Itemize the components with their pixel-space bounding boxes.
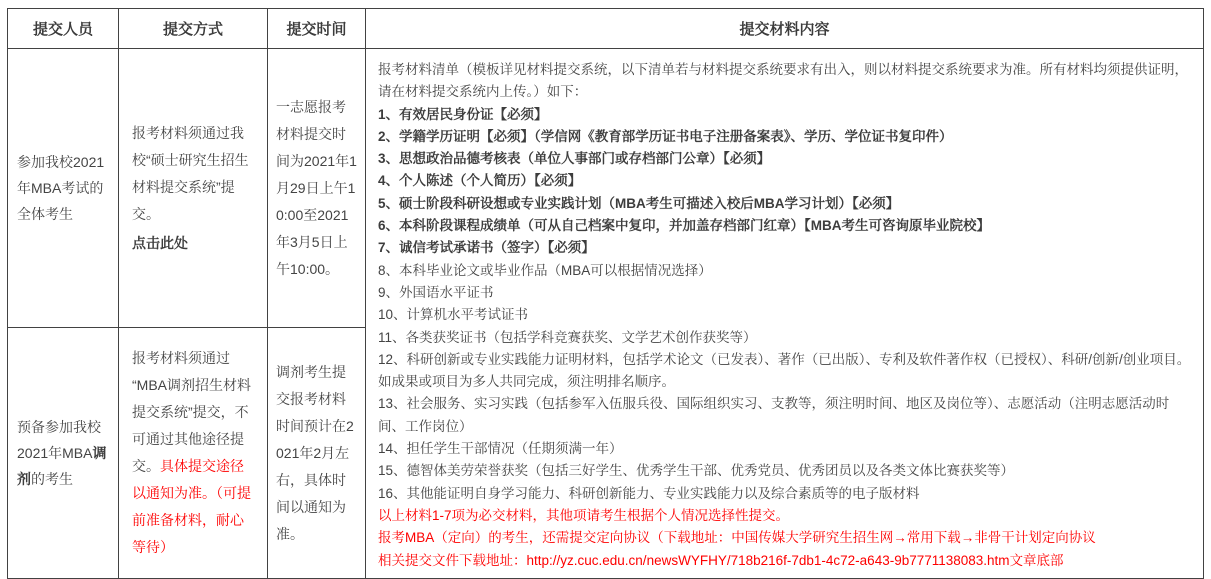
material-item-12: 12、科研创新或专业实践能力证明材料，包括学术论文（已发表）、著作（已出版）、专利及软件著作权（已授权）、科研/创新/创业项目。如成果或项目为多人共同完成，须注明排名顺序。 xyxy=(378,351,1191,390)
note-required-items: 以上材料1-7项为必交材料，其他项请考生根据个人情况选择性提交。 xyxy=(378,507,790,523)
cell-method-first-choice xyxy=(119,49,268,328)
note-directed-agreement: 报考MBA（定向）的考生，还需提交定向协议（下载地址：中国传媒大学研究生招生网→常用下载→非骨干计划定向协议 xyxy=(378,530,1096,546)
header-materials: 提交材料内容 xyxy=(366,9,1204,49)
material-item-3: 3、思想政治品德考核表（单位人事部门或存档部门公章）【必须】 xyxy=(378,151,771,167)
table-row xyxy=(8,49,1204,328)
material-item-2: 2、学籍学历证明【必须】（学信网《教育部学历证书电子注册备案表》、学历、学位证书复印件） xyxy=(378,128,953,144)
header-who: 提交人员 xyxy=(8,9,119,49)
material-item-1: 1、有效居民身份证【必须】 xyxy=(378,106,548,122)
material-item-5: 5、硕士阶段科研设想或专业实践计划（MBA考生可描述入校后MBA学习计划）【必须】 xyxy=(378,195,900,211)
material-item-9: 9、外国语水平证书 xyxy=(378,284,494,300)
header-method: 提交方式 xyxy=(119,9,268,49)
note-download-address xyxy=(378,550,1191,572)
who-adjustment-prefix: 预备参加我校2021年MBA xyxy=(17,419,101,462)
download-address-suffix: 文章底部 xyxy=(1009,552,1064,568)
cell-method-adjustment xyxy=(119,328,268,579)
who-adjustment-suffix: 的考生 xyxy=(31,471,73,488)
cell-materials-content xyxy=(366,49,1204,579)
cell-time-first-choice xyxy=(268,49,366,328)
material-item-16: 16、其他能证明自身学习能力、科研创新能力、专业实践能力以及综合素质等的电子版材料 xyxy=(378,485,920,501)
material-item-13: 13、社会服务、实习实践（包括参军入伍服兵役、国际组织实习、支教等，须注明时间、地区及岗位等）、志愿活动（注明志愿活动时间、工作岗位） xyxy=(378,396,1170,434)
material-item-8: 8、本科毕业论文或毕业作品（MBA可以根据情况选择） xyxy=(378,262,712,278)
material-item-4: 4、个人陈述（个人简历）【必须】 xyxy=(378,173,582,189)
material-item-14: 14、担任学生干部情况（任期须满一年） xyxy=(378,441,623,457)
cell-time-adjustment xyxy=(268,328,366,579)
time-first-choice-text: 一志愿报考材料提交时间为2021年1月29日上午10:00至2021年3月5日上午10:00。 xyxy=(276,98,357,277)
download-address-label: 相关提交文件下载地址： xyxy=(378,552,527,568)
cell-who-adjustment xyxy=(8,328,119,579)
material-item-15: 15、德智体美劳荣誉获奖（包括三好学生、优秀学生干部、优秀党员、优秀团员以及各类文体比赛获奖等） xyxy=(378,463,1015,479)
method-adjustment-text: 报考材料须通过“MBA调剂招生材料提交系统”提交，不可通过其他途径提交。 xyxy=(132,350,251,475)
time-adjustment-text: 调剂考生提交报考材料时间预计在2021年2月左右，具体时间以通知为准。 xyxy=(276,363,354,542)
click-here-link[interactable]: 点击此处 xyxy=(132,234,188,251)
material-item-11: 11、各类获奖证书（包括学科竞赛获奖、文学艺术创作获奖等） xyxy=(378,329,757,345)
method-first-choice-text: 报考材料须通过我校“硕士研究生招生材料提交系统”提交。 xyxy=(132,124,249,222)
table-header xyxy=(8,9,1204,49)
who-adjustment-bold: 调剂 xyxy=(17,445,107,488)
material-item-7: 7、诚信考试承诺书（签字）【必须】 xyxy=(378,240,595,256)
who-first-choice-text: 参加我校2021年MBA考试的全体考生 xyxy=(17,154,105,223)
materials-intro: 报考材料清单（模板详见材料提交系统，以下清单若与材料提交系统要求有出入，则以材料提交系统要求为准。所有材料均须提供证明，请在材料提交系统内上传。）如下： xyxy=(378,62,1188,100)
materials-submission-table xyxy=(7,8,1204,579)
download-url: http://yz.cuc.edu.cn/newsWYFHY/718b216f-7db1-4c72-a643-9b7771138083.htm xyxy=(526,552,1010,568)
method-adjustment-red-note: 具体提交途径以通知为准。（可提前准备材料，耐心等待） xyxy=(132,458,251,556)
material-item-10: 10、计算机水平考试证书 xyxy=(378,307,529,323)
header-time: 提交时间 xyxy=(268,9,366,49)
cell-who-first-choice xyxy=(8,49,119,328)
material-item-6: 6、本科阶段课程成绩单（可从自己档案中复印，并加盖存档部门红章）【MBA考生可咨询原毕业院校】 xyxy=(378,218,991,234)
